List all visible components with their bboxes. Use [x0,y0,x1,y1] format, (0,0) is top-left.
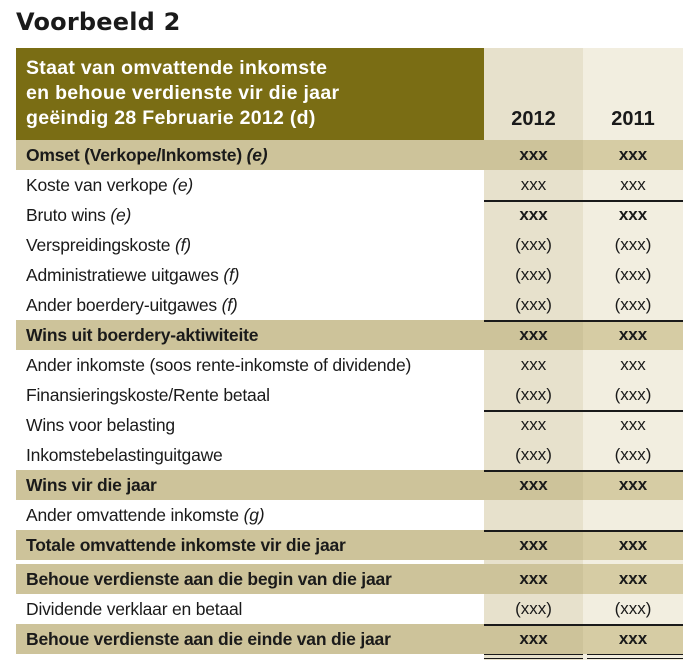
value-2011: (xxx) [614,235,652,254]
double-rule-2012 [484,654,583,659]
row-label: Koste van verkope [26,175,168,195]
row-label: Ander omvattende inkomste [26,505,239,525]
value-2011: xxx [620,175,646,194]
row-note: (f) [174,235,191,255]
value-2012: (xxx) [515,295,552,314]
value-2012: xxx [484,200,583,230]
value-2012: xxx [520,175,547,194]
row-note: (e) [172,175,194,195]
table-row [16,260,683,290]
table-row [16,230,683,260]
row-label: Dividende verklaar en betaal [26,599,243,619]
table-row [16,440,683,470]
table-row [16,170,683,200]
row-note: (g) [243,505,265,525]
table-row [16,470,683,500]
value-2012: xxx [484,624,583,654]
row-label: Administratiewe uitgawes [26,265,219,285]
value-2012: (xxx) [515,385,552,404]
value-2011: xxx [583,140,683,170]
row-label: Wins voor belasting [26,415,175,435]
value-2012: xxx [484,564,583,594]
table-row [16,564,683,594]
table-row [16,290,683,320]
statement-rows [16,140,683,654]
table-row [16,410,683,440]
income-statement-table [16,48,683,654]
statement-title-line: geëindig 28 Februarie 2012 (d) [26,107,316,129]
table-row [16,320,683,350]
year-2011-heading: 2011 [611,108,655,130]
value-2012 [484,500,583,530]
value-2012: (xxx) [515,445,552,464]
table-row [16,500,683,530]
row-note: (f) [221,295,238,315]
row-label: Wins uit boerdery-aktiwiteite [26,325,259,345]
row-label: Bruto wins [26,205,106,225]
value-2011: (xxx) [614,265,652,284]
value-2012: xxx [484,320,583,350]
row-label: Totale omvattende inkomste vir die jaar [26,535,346,555]
statement-title-line: en behoue verdienste vir die jaar [26,82,340,104]
table-row [16,350,683,380]
value-2012: (xxx) [515,599,552,618]
table-row [16,624,683,654]
value-2012: xxx [484,470,583,500]
row-label: Inkomstebelastinguitgawe [26,445,223,465]
value-2012: (xxx) [515,235,552,254]
table-row [16,594,683,624]
value-2011: (xxx) [614,385,652,404]
row-label: Ander boerdery-uitgawes [26,295,217,315]
row-note: (f) [223,265,240,285]
value-2011: xxx [583,320,683,350]
table-row [16,140,683,170]
row-label: Ander inkomste (soos rente-inkomste of dividende) [26,355,412,375]
row-label: Behoue verdienste aan die begin van die jaar [26,569,392,589]
value-2011: (xxx) [614,445,652,464]
value-2011: xxx [583,200,683,230]
value-2011: xxx [583,530,683,560]
value-2012: (xxx) [515,265,552,284]
row-note: (e) [110,205,132,225]
value-2011: xxx [583,470,683,500]
year-2012-heading: 2012 [511,108,556,130]
value-2011 [583,500,683,530]
value-2012: xxx [484,140,583,170]
row-note: (e) [246,145,268,165]
value-2011: xxx [620,355,646,374]
value-2012: xxx [484,410,583,440]
statement-title [16,48,484,140]
statement-title-line: Staat van omvattende inkomste [26,57,328,79]
value-2011: xxx [583,564,683,594]
value-2012: xxx [520,355,547,374]
row-label: Omset (Verkope/Inkomste) [26,145,242,165]
value-2012: xxx [484,530,583,560]
row-label: Verspreidingskoste [26,235,171,255]
table-row [16,530,683,560]
row-label: Wins vir die jaar [26,475,157,495]
table-header [16,48,683,140]
page-title: Voorbeeld 2 [16,8,181,36]
value-2011: xxx [583,410,683,440]
value-2011: xxx [583,624,683,654]
row-label: Finansieringskoste/Rente betaal [26,385,270,405]
row-label: Behoue verdienste aan die einde van die jaar [26,629,391,649]
double-rule-2011 [587,654,683,659]
value-2011: (xxx) [614,295,652,314]
table-row [16,380,683,410]
table-row [16,200,683,230]
value-2011: (xxx) [614,599,652,618]
